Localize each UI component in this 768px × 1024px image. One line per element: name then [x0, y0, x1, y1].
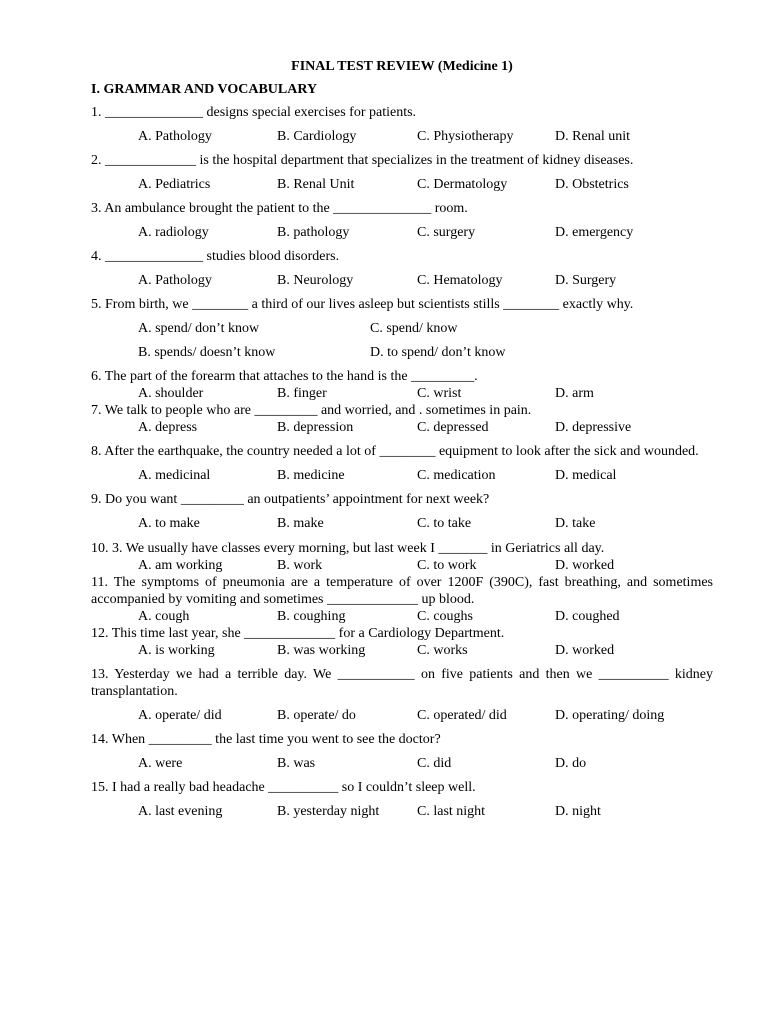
option-b: B. spends/ doesn’t know	[138, 345, 276, 360]
question-12: 12. This time last year, she _____________ for a Cardiology Department.	[91, 626, 505, 641]
section-heading: I. GRAMMAR AND VOCABULARY	[91, 82, 318, 97]
option-c: C. coughs	[417, 609, 473, 624]
options-10	[138, 557, 713, 574]
option-a: A. shoulder	[138, 386, 204, 401]
document-page	[91, 58, 713, 820]
option-d: D. emergency	[555, 225, 634, 240]
option-c: C. works	[417, 643, 468, 658]
options-2	[138, 176, 713, 193]
option-a: A. radiology	[138, 225, 209, 240]
question-14: 14. When _________ the last time you went to see the doctor?	[91, 732, 441, 747]
option-c: C. wrist	[417, 386, 462, 401]
question-9: 9. Do you want _________ an outpatients’ appointment for next week?	[91, 492, 490, 507]
options-1	[138, 128, 713, 145]
option-d: D. medical	[555, 468, 617, 483]
option-a: A. Pathology	[138, 129, 212, 144]
option-c: C. surgery	[417, 225, 476, 240]
option-c: C. Hematology	[417, 273, 503, 288]
option-a: A. spend/ don’t know	[138, 321, 260, 336]
option-d: D. worked	[555, 643, 615, 658]
option-a: A. were	[138, 756, 183, 771]
option-c: C. operated/ did	[417, 708, 507, 723]
options-14	[138, 755, 713, 772]
option-c: C. last night	[417, 804, 486, 819]
option-b: B. was working	[277, 643, 366, 658]
option-a: A. depress	[138, 420, 198, 435]
option-a: A. cough	[138, 609, 190, 624]
options-9	[138, 515, 713, 532]
option-b: B. make	[277, 516, 324, 531]
question-10: 10. 3. We usually have classes every morning, but last week I _______ in Geriatrics all day.	[91, 541, 605, 556]
option-a: A. is working	[138, 643, 215, 658]
options-7	[138, 419, 713, 436]
options-13	[138, 707, 713, 724]
document-title: FINAL TEST REVIEW (Medicine 1)	[291, 59, 513, 74]
option-d: D. do	[555, 756, 587, 771]
question-13: 13. Yesterday we had a terrible day. We ___________ on five patients and then we __________ kidney transplantation.	[91, 667, 713, 699]
option-c: C. to take	[417, 516, 472, 531]
option-a: A. Pathology	[138, 273, 212, 288]
option-d: D. coughed	[555, 609, 620, 624]
option-b: B. Cardiology	[277, 129, 357, 144]
options-8	[138, 467, 713, 484]
option-c: C. Dermatology	[417, 177, 508, 192]
option-c: C. to work	[417, 558, 477, 573]
options-5-row-1	[138, 320, 713, 337]
options-11	[138, 608, 713, 625]
option-d: D. worked	[555, 558, 615, 573]
option-b: B. depression	[277, 420, 354, 435]
option-c: C. Physiotherapy	[417, 129, 514, 144]
option-a: A. to make	[138, 516, 200, 531]
options-12	[138, 642, 713, 659]
option-b: B. Neurology	[277, 273, 354, 288]
option-a: A. medicinal	[138, 468, 211, 483]
option-b: B. work	[277, 558, 323, 573]
question-4: 4. ______________ studies blood disorders.	[91, 249, 340, 264]
option-b: B. pathology	[277, 225, 350, 240]
option-a: A. am working	[138, 558, 223, 573]
option-b: B. was	[277, 756, 316, 771]
option-c: C. did	[417, 756, 452, 771]
options-15	[138, 803, 713, 820]
option-b: B. Renal Unit	[277, 177, 355, 192]
option-d: D. Renal unit	[555, 129, 631, 144]
option-d: D. Obstetrics	[555, 177, 629, 192]
option-a: A. last evening	[138, 804, 223, 819]
option-a: A. operate/ did	[138, 708, 222, 723]
options-6	[138, 385, 713, 402]
question-7: 7. We talk to people who are _________ and worried, and . sometimes in pain.	[91, 403, 532, 418]
question-15: 15. I had a really bad headache __________ so I couldn’t sleep well.	[91, 780, 476, 795]
option-d: D. night	[555, 804, 601, 819]
option-c: C. depressed	[417, 420, 489, 435]
options-5-row-2	[138, 344, 713, 361]
option-b: B. operate/ do	[277, 708, 356, 723]
options-3	[138, 224, 713, 241]
option-c: C. medication	[417, 468, 496, 483]
option-b: B. coughing	[277, 609, 346, 624]
option-b: B. yesterday night	[277, 804, 380, 819]
question-6: 6. The part of the forearm that attaches to the hand is the _________.	[91, 369, 478, 384]
question-1: 1. ______________ designs special exercises for patients.	[91, 105, 417, 120]
question-2: 2. _____________ is the hospital department that specializes in the treatment of kidney diseases.	[91, 153, 634, 168]
option-d: D. operating/ doing	[555, 708, 665, 723]
option-c: C. spend/ know	[370, 321, 458, 336]
question-11: 11. The symptoms of pneumonia are a temperature of over 1200F (390C), fast breathing, and sometimes accompanied by vomiting and sometimes _____________ up blood.	[91, 575, 713, 607]
option-b: B. finger	[277, 386, 327, 401]
option-d: D. to spend/ don’t know	[370, 345, 506, 360]
option-d: D. Surgery	[555, 273, 617, 288]
question-3: 3. An ambulance brought the patient to the ______________ room.	[91, 201, 468, 216]
options-4	[138, 272, 713, 289]
option-d: D. depressive	[555, 420, 632, 435]
option-d: D. take	[555, 516, 596, 531]
option-a: A. Pediatrics	[138, 177, 211, 192]
option-d: D. arm	[555, 386, 594, 401]
question-8: 8. After the earthquake, the country needed a lot of ________ equipment to look after the sick and wounded.	[91, 444, 699, 459]
question-5: 5. From birth, we ________ a third of our lives asleep but scientists stills ________ exactly why.	[91, 297, 634, 312]
option-b: B. medicine	[277, 468, 345, 483]
